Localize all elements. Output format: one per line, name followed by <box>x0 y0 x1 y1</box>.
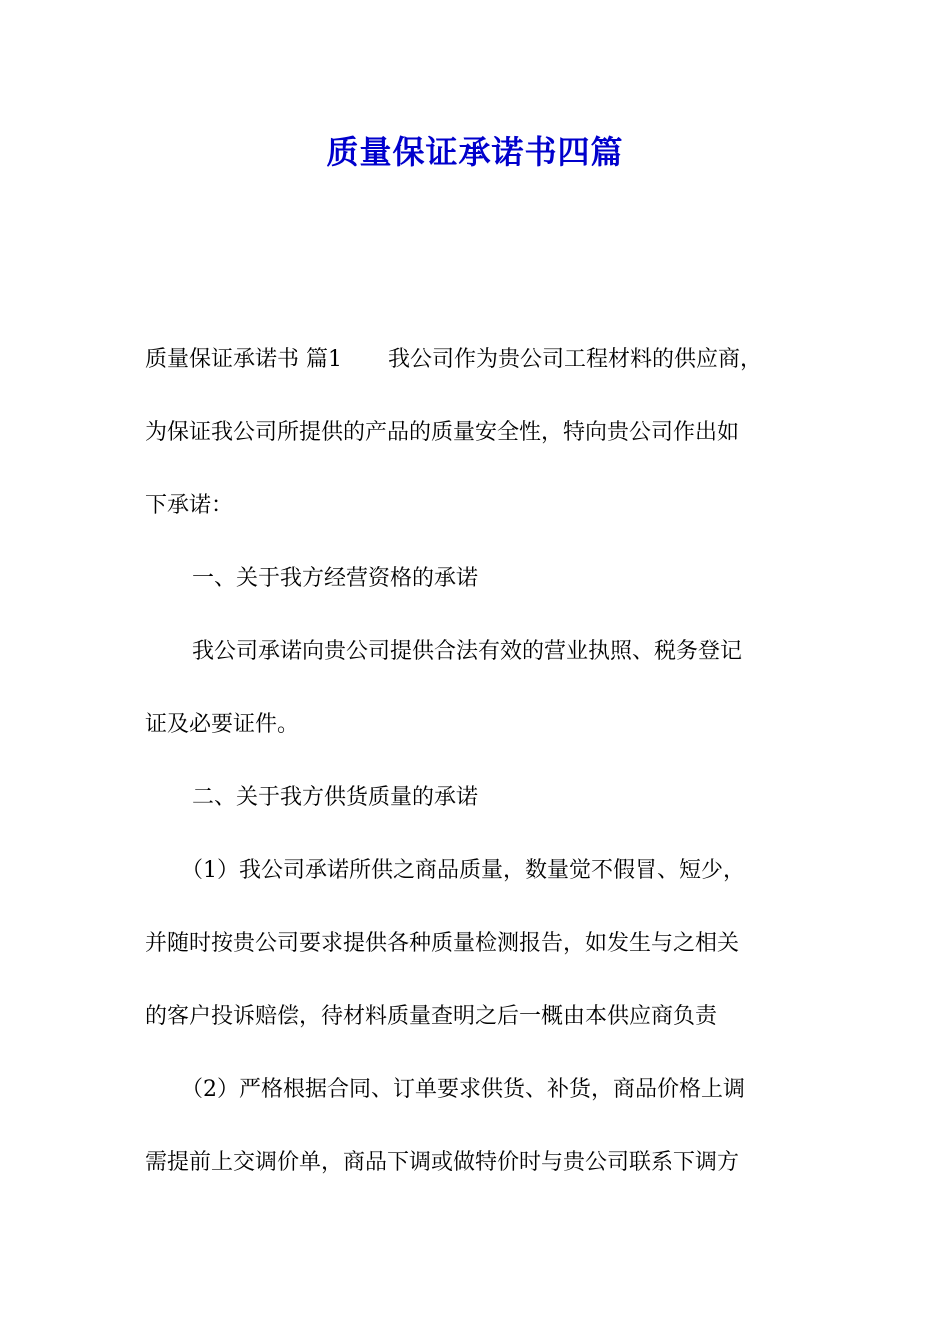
paragraph-line-10: 的客户投诉赔偿，待材料质量查明之后一概由本供应商负责 <box>145 1004 718 1029</box>
document-body <box>145 323 815 1199</box>
paragraph-line-12: 需提前上交调价单，商品下调或做特价时与贵公司联系下调方 <box>145 1150 740 1175</box>
section-heading-2: 二、关于我方供货质量的承诺 <box>192 785 479 810</box>
paragraph-line-5: 我公司承诺向贵公司提供合法有效的营业执照、税务登记 <box>192 639 743 664</box>
section-heading: 质量保证承诺书 篇1 <box>145 347 342 372</box>
paragraph-line-6: 证及必要证件。 <box>145 712 300 737</box>
section-heading-1: 一、关于我方经营资格的承诺 <box>192 566 479 591</box>
paragraph-line-8: （1）我公司承诺所供之商品质量，数量觉不假冒、短少， <box>181 858 745 883</box>
paragraph-line-3: 下承诺： <box>145 493 234 518</box>
paragraph-line-1 <box>145 323 815 396</box>
paragraph-line-11: （2）严格根据合同、订单要求供货、补货，商品价格上调 <box>181 1077 745 1102</box>
document-title: 质量保证承诺书四篇 <box>326 133 624 171</box>
paragraph-line-2: 为保证我公司所提供的产品的质量安全性，特向贵公司作出如 <box>145 420 740 445</box>
paragraph-line-9: 并随时按贵公司要求提供各种质量检测报告，如发生与之相关 <box>145 931 740 956</box>
paragraph-text: 我公司作为贵公司工程材料的供应商， <box>388 347 763 372</box>
